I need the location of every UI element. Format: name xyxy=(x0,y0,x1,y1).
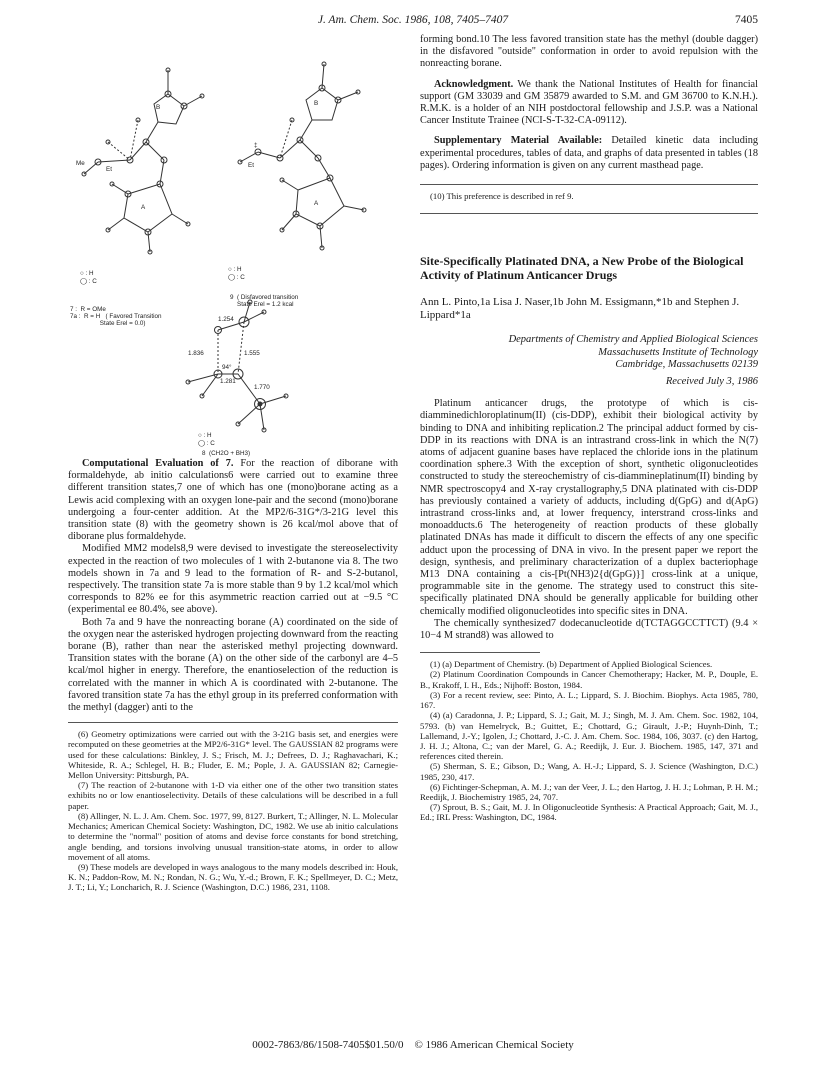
paragraph-text: For the reaction of diborane with formaldehyde, ab initio calculations6 were carried out to examine three different transition states,7 one of which has one (mono)borane acting as a Lewis acid complexing with an oxygen lone-pair and the second (mono)borane undergoing a four-center addition. At the MP2/6-31G*/3-21G level this transition state (8) with the geometry shown is 26 kcal/mol above that of diborane plus formaldehyde. xyxy=(68,458,398,543)
paragraph-platinum: Platinum anticancer drugs, the prototype of which is cis-diamminedichloroplatinum(II) (cis-DDP), exhibit their biological activity by binding to DNA and inhibiting replication.2 The principal adduct formed by cis-DDP in its reactions with DNA is an intrastrand cross-link in which the N(7) atoms of adjacent guanine bases have replaced the chloride ions in the platinum coordination sphere.3 With the exception of short, synthetic oligonucleotides constructed to study the stereochemistry of cis-diammineplatinum(II) binding by NMR spectroscopy4 and X-ray crystallography,5 DNA platinated with cis-DDP has previously contained a variety of adducts, including d(GpG) and d(ApG) intrastrand cross-links and, at lower frequency, interstrand cross-links and monoadducts.6 The heterogeneity of reaction products of these globally platinated DNAs has made it difficult to discern the effects of any one specific adduct upon the processing of DNA in vivo. In the present paper we report the design, synthesis, and preliminary characterization of a duplex bacteriophage M13 DNA containing a cis-[Pt(NH3)2{d(GpG)}] cross-link at a unique, programmable site in the genome. The strategy used to construct this site-specifically platinated DNA should be generally applicable for building other chemically modified oligonucleotides into specific sites in DNA. xyxy=(420,398,758,617)
article-code: 0002-7863/86/1508-7405$01.50/0 xyxy=(252,1039,404,1051)
right-column xyxy=(420,34,758,823)
label-Et-7a: Et xyxy=(106,166,112,173)
footnote-9: (9) These models are developed in ways analogous to the many models described in: Houk, K. N.; Paddon-Row, M. N.; Rondan, N. G.; Wu, Y.-d.; Brown, F. K.; Spellmeyer, D. C.; Metz, J. T.; Li, Y.; Loncharich, R. J. Science (Washington, D.C.) 1986, 231, 1108. xyxy=(68,861,398,893)
footnote-4: (4) (a) Caradonna, J. P.; Lippard, S. J.; Gait, M. J.; Singh, M. J. Am. Chem. Soc. 1982, 104, 5793. (b) van Hemelryck, B.; Guittet, E.; Chottard, G.; Girault, J.-P.; Huynh-Dinh, T.; Lallemand, J.-Y.; Igolen, J.; Chottard, J.-C. J. Am. Chem. Soc. 1984, 106, 3037. (c) den Hartog, J. H. J.; Altona, C.; van der Marel, G. A.; Reedijk, J. Eur. J. Biochem. 1985, 147, 371 and references cited therein. xyxy=(420,710,758,762)
footnote-6: (6) Geometry optimizations were carried out with the 3-21G basis set, and energies were recomputed on these geometries at the MP2/6-31G* level. The GAUSSIAN 82 programs were used for these calculations: Binkley, J. S.; Frisch, M. J.; Defrees, D. J.; Raghavachari, K.; Whiteside, R. A.; Schlegel, H. B.; Fluder, E. M.; Pople, J. A. GAUSSIAN 82; Carnegie-Mellon University: Pittsburgh, PA. xyxy=(68,729,398,781)
footnote-2: (2) Platinum Coordination Compounds in Cancer Chemotherapy; Hacker, M. P., Douple, E. B., Krakoff, I. H., Eds.; Nijhoff: Boston, 1984. xyxy=(420,669,758,690)
paragraph-mm2: Modified MM2 models8,9 were devised to investigate the stereoselectivity expected in the reaction of two molecules of 1 with 2-butanone via 8. The two models shown in 7a and 9 lead to the formation of R- and S-2-butanol, respectively. The transition state 7a is more stable than 9 by 1.2 kcal/mol which corresponds to 82% ee for this asymmetric reaction carried out at −9.5 °C (experimental ee 80.4%, see above). xyxy=(68,543,398,616)
caption-7: 7 : R = OMe 7a : R = H ( Favored Transition State Erel = 0.0) xyxy=(70,306,162,327)
affiliation-line-1: Departments of Chemistry and Applied Biological Sciences xyxy=(508,334,758,346)
label-dagger: ‡ xyxy=(254,142,258,149)
journal-citation: J. Am. Chem. Soc. 1986, 108, 7405–7407 xyxy=(317,14,509,26)
footnote-3: (3) For a recent review, see: Pinto, A. L.; Lippard, S. J. Biochim. Biophys. Acta 1985, 780, 167. xyxy=(420,689,758,711)
acknowledgment xyxy=(420,79,758,128)
article-title: Site-Specifically Platinated DNA, a New Probe of the Biological Activity of Platinum Anticancer Drugs xyxy=(420,254,744,283)
legend-mid-h: ○ : H xyxy=(228,266,242,273)
left-footnotes xyxy=(68,729,398,892)
angle-94: 94° xyxy=(222,364,232,371)
left-column xyxy=(68,34,398,893)
footnote-divider-right-2 xyxy=(420,652,540,653)
distance-1770: 1.770 xyxy=(254,384,270,391)
footnote-1: (1) (a) Department of Chemistry. (b) Department of Applied Biological Sciences. xyxy=(430,659,713,670)
legend-8-c: ◯ : C xyxy=(198,440,215,447)
distance-1836: 1.836 xyxy=(188,350,204,357)
label-B-9: B xyxy=(314,100,319,107)
footnote-divider-right xyxy=(420,184,758,185)
footnote-divider xyxy=(68,722,398,723)
received-date: Received July 3, 1986 xyxy=(665,376,758,388)
caption-9: 9 ( Disfavored transition State Erel = 1.2 kcal xyxy=(230,294,299,308)
article-authors: Ann L. Pinto,1a Lisa J. Naser,1b John M. Essigmann,*1b and Stephen J. Lippard*1a xyxy=(420,296,740,322)
legend-8-h: ○ : H xyxy=(198,432,212,439)
affiliation xyxy=(420,334,758,372)
paragraph-heading: Computational Evaluation of 7. xyxy=(82,458,234,469)
label-A-9: A xyxy=(314,200,319,207)
figure-area xyxy=(68,34,398,458)
footnote-10-block xyxy=(420,191,758,201)
page-number: 7405 xyxy=(735,14,758,26)
supp-heading: Supplementary Material Available: xyxy=(434,135,603,147)
label-Et-9: Et xyxy=(248,162,254,169)
affiliation-line-2: Massachusetts Institute of Technology xyxy=(598,346,758,358)
structure-7a xyxy=(82,68,204,254)
right-footnotes xyxy=(420,659,758,822)
footnote-10: (10) This preference is described in ref 9. xyxy=(430,191,574,202)
affiliation-line-3: Cambridge, Massachusetts 02139 xyxy=(615,359,758,371)
label-B-7a: B xyxy=(156,104,161,111)
structure-9 xyxy=(238,62,366,250)
distance-1555: 1.555 xyxy=(244,350,260,357)
footnote-8: (8) Allinger, N. L. J. Am. Chem. Soc. 1977, 99, 8127. Burkert, T.; Allinger, N. L. Molecular Mechanics; American Chemical Society: Washington, DC, 1982. We use ab initio calculations to determine the "normal" position of atoms and devise force constants for bond stretching, angle bending, and torsions involving unusual transition-state atoms, in order to allow movement of all atoms. xyxy=(68,810,398,862)
legend-left-h: ○ : H xyxy=(80,270,94,277)
footnote-7: (7) The reaction of 2-butanone with 1-D via either one of the other two transition states exhibits no or low enantioselectivity. Details of these calculations will be described in a full paper. xyxy=(68,780,398,811)
paragraph-computational xyxy=(68,458,398,543)
label-A-7a: A xyxy=(141,204,146,211)
legend-mid-c: ◯ : C xyxy=(228,274,245,281)
paragraph-continued: forming bond.10 The less favored transition state has the methyl (double dagger) in the disfavored "outside" conformation in order to avoid repulsion with the nonreacting borane. xyxy=(420,34,758,70)
footnote-5: (5) Sherman, S. E.; Gibson, D.; Wang, A. H.-J.; Lippard, S. J. Science (Washington, D.C.) 1985, 230, 417. xyxy=(420,761,758,782)
distance-1281: 1.281 xyxy=(220,378,236,385)
paragraph-dodecanucleotide: The chemically synthesized7 dodecanucleotide d(TCTAGGCCTTCT) (9.4 × 10−4 M strand8) was allowed to xyxy=(420,617,758,642)
footnote-7-right: (7) Sprout, B. S.; Gait, M. J. In Oligonucleotide Synthesis: A Practical Approach; Gait, M. J., Ed.; IRL Press: Washington, DC, 1984. xyxy=(420,802,758,823)
paragraph-borane: Both 7a and 9 have the nonreacting borane (A) coordinated on the side of the oxygen near the asterisked hydrogen projecting downward from the reacting borane (B), rather than near the asterisked methyl projecting downward. Transition states with the borane (A) on the other side of the carbonyl are 4–5 kcal/mol higher in energy. Therefore, the enantioselection of the reduction is correlated with the manner in which A is coordinated with 2-butanone. The favored transition state 7a has the ethyl group in its preferred conformation with the methyl (dagger) anti to the xyxy=(68,616,398,714)
ack-heading: Acknowledgment. xyxy=(434,78,514,90)
distance-1254: 1.254 xyxy=(218,316,234,323)
supplementary-material xyxy=(420,135,758,172)
transition-state-diagrams xyxy=(68,34,398,458)
running-header xyxy=(68,14,758,30)
label-Me: Me xyxy=(76,160,85,167)
footnote-6-right: (6) Fichtinger-Schepman, A. M. J.; van der Veer, J. L.; den Hartog, J. H. J.; Lohman, P. H. M.; Reedijk, J. Biochemistry 1985, 24, 707. xyxy=(420,781,758,802)
structure-8 xyxy=(186,300,288,432)
caption-8: 8 (CH2O + BH3) xyxy=(202,450,251,457)
page-footer xyxy=(68,1039,758,1051)
legend-left-c: ◯ : C xyxy=(80,278,97,285)
copyright: © 1986 American Chemical Society xyxy=(414,1039,574,1051)
ack-text: We thank the National Institutes of Health for financial support (GM 33039 and GM 35879 awarded to S.M. and GM 36700 to K.N.H.). R.M.K. is a holder of an NIH postdoctoral fellowship and J.S.P. was a National Cancer Institute Trainee (NCI-S-T-32-CA-09112). xyxy=(420,78,758,127)
article-divider xyxy=(420,213,758,214)
supp-text: Detailed kinetic data including experimental procedures, tables of data, and graphs of data presented in tables (18 pages). Ordering information is given on any current masthead page. xyxy=(420,135,758,171)
